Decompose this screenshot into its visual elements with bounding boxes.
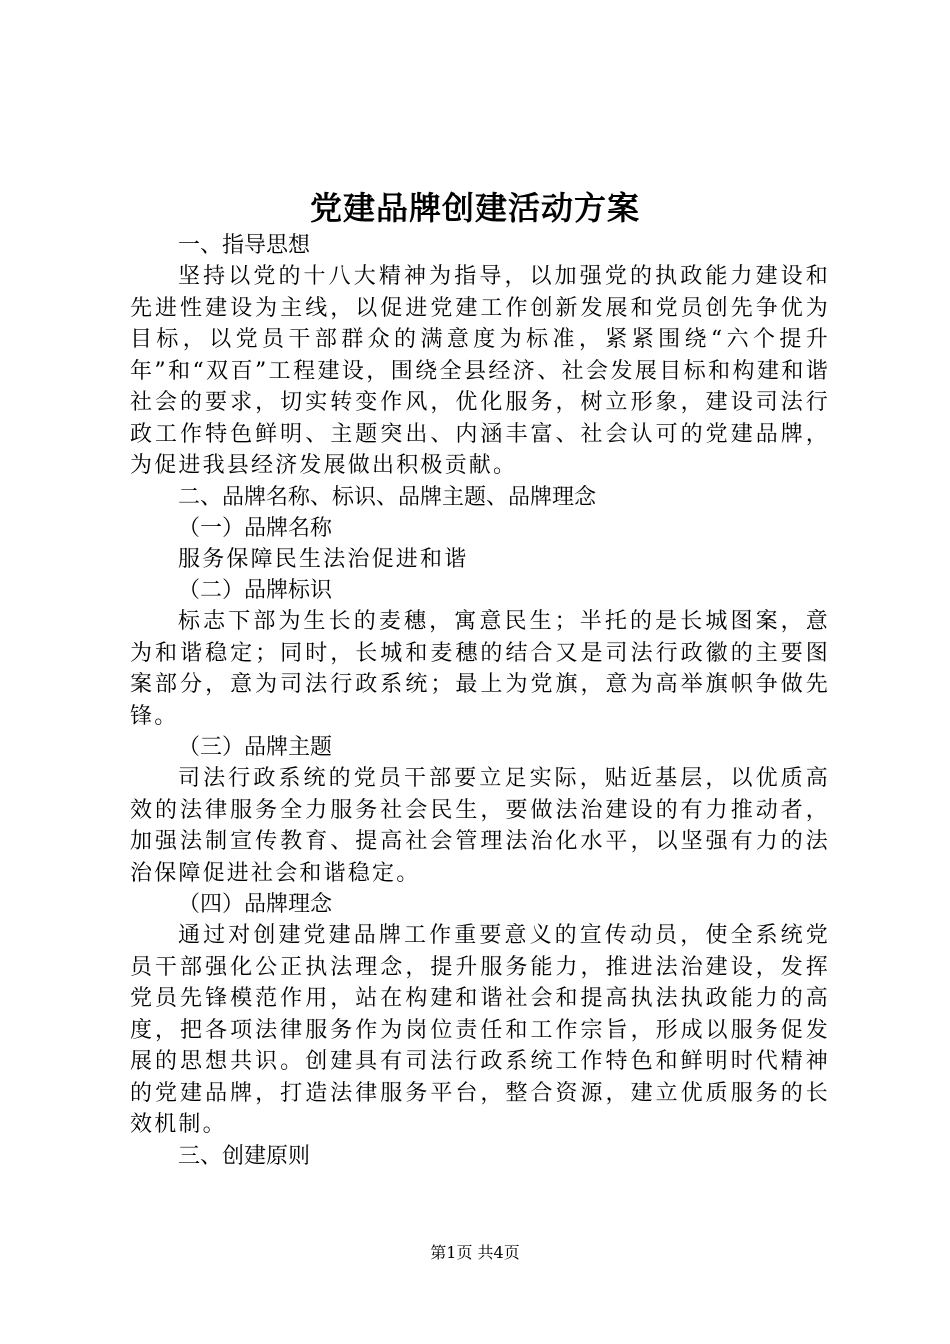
paragraph-brand-philosophy: 通过对创建党建品牌工作重要意义的宣传动员，使全系统党员干部强化公正执法理念，提升服务能力，推进法治建设，发挥党员先锋模范作用，站在构建和谐社会和提高执法执政能力的高度，把各项法律服务作为岗位责任和工作宗旨，形成以服务促发展的思想共识。创建具有司法行政系统工作特色和鲜明时代精神的党建品牌，打造法律服务平台，整合资源，建立优质服务的长效机制。 <box>130 923 830 1137</box>
paragraph-guiding-ideology: 坚持以党的十八大精神为指导，以加强党的执政能力建设和先进性建设为主线，以促进党建工作创新发展和党员创先争优为目标，以党员干部群众的满意度为标准，紧紧围绕“六个提升年”和“双百”工程建设，围绕全县经济、社会发展目标和构建和谐社会的要求，切实转变作风，优化服务，树立形象，建设司法行政工作特色鲜明、主题突出、内涵丰富、社会认可的党建品牌，为促进我县经济发展做出积极贡献。 <box>130 264 830 478</box>
subheading-brand-philosophy: （四）品牌理念 <box>178 892 333 917</box>
section-heading-guiding-ideology: 一、指导思想 <box>178 233 311 258</box>
document-body <box>130 230 830 1172</box>
section-heading-brand: 二、品牌名称、标识、品牌主题、品牌理念 <box>178 484 597 510</box>
paragraph-brand-logo: 标志下部为生长的麦穗，寓意民生；半托的是长城图案，意为和谐稳定；同时，长城和麦穗的结合又是司法行政徽的主要图案部分，意为司法行政系统；最上为党旗，意为高举旗帜争做先锋。 <box>130 609 830 729</box>
paragraph-brand-name: 服务保障民生法治促进和谐 <box>178 546 469 572</box>
page-footer: 第1页 共4页 <box>430 1243 520 1262</box>
subheading-brand-theme: （三）品牌主题 <box>178 735 333 760</box>
subheading-brand-name: （一）品牌名称 <box>178 515 333 541</box>
section-heading-principles: 三、创建原则 <box>178 1143 311 1169</box>
subheading-brand-logo: （二）品牌标识 <box>178 578 333 603</box>
paragraph-brand-theme: 司法行政系统的党员干部要立足实际，贴近基层，以优质高效的法律服务全力服务社会民生，要做法治建设的有力推动者，加强法制宣传教育、提高社会管理法治化水平，以坚强有力的法治保障促进社会和谐稳定。 <box>130 766 830 886</box>
document-title: 党建品牌创建活动方案 <box>309 189 640 227</box>
